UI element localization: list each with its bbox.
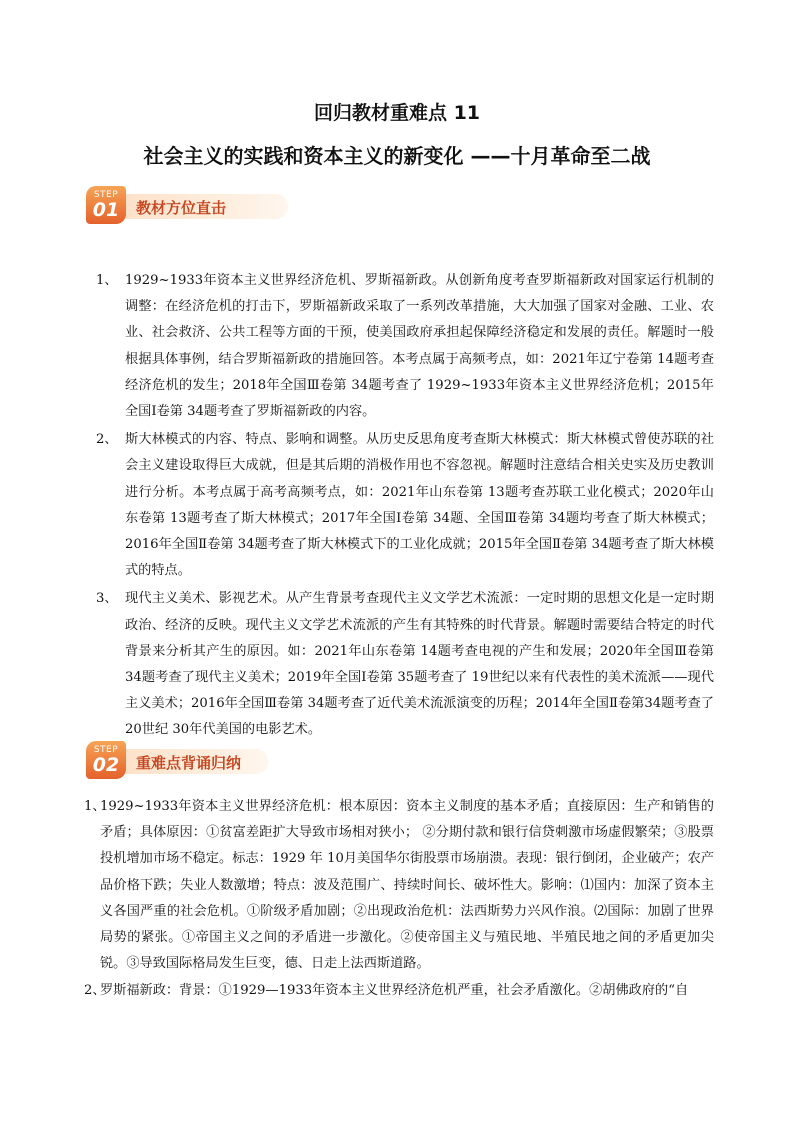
step-02-bar [118,749,268,774]
list-item [96,268,714,425]
list-item-number: 3、 [96,591,118,607]
step-01-number: 01 [92,199,120,221]
step-01-title: 教材方位直击 [136,199,227,217]
list-item-text: 现代主义美术、影视艺术。从产生背景考查现代主义文学艺术流派：一定时期的思想文化是一定时期政治、经济的反映。现代主义文学艺术流派的产生有其特殊的时代背景。解题时需要结合特定的时代背景来分析其产生的原因。如：2021年山东卷第 14题考查电视的产生和发展；2020年全国Ⅲ卷第 34题考查了现代主义美术；2019年全国Ⅰ卷第 35题考查了 19世纪以来有代表性的美术流派——现代主义美术；2016年全国Ⅲ卷第 34题考查了近代美术流派演变的历程；2014年全国Ⅱ卷第34题考查了 20世纪 30年代美国的电影艺术。 [125,591,714,738]
section-2-list [84,794,714,1006]
section-1-list [96,268,714,746]
page-subtitle: 社会主义的实践和资本主义的新变化 ——十月革命至二战 [143,144,651,168]
step-01-label: STEP [93,190,119,200]
step-02-label: STEP [93,745,119,755]
list-item [84,794,714,977]
list-item-number: 1、 [96,273,118,288]
step-01-bar [118,194,288,219]
step-02-title: 重难点背诵归纳 [136,754,242,772]
list-item-text: 1929~1933年资本主义世界经济危机：根本原因：资本主义制度的基本矛盾；直接原因：生产和销售的矛盾；具体原因：①贫富差距扩大导致市场相对狭小； ②分期付款和银行信贷刺激市场虚假繁荣；③股票投机增加市场不稳定。标志：1929 年 10月美国华尔街股票市场崩溃。表现：银行倒闭，企业破产；农产品价格下跌；失业人数激增；特点：波及范围广、持续时间长、破坏性大。影响：⑴国内：加深了资本主义各国严重的社会危机。①阶级矛盾加剧；②出现政治危机：法西斯势力兴风作浪。⑵国际：加剧了世界局势的紧张。①帝国主义之间的矛盾进一步激化。②使帝国主义与殖民地、半殖民地之间的矛盾更加尖锐。③导致国际格局发生巨变，德、日走上法西斯道路。 [100,799,714,972]
list-item-number: 2、 [96,432,118,448]
step-02-badge [86,741,126,779]
step-02-header [86,741,276,783]
page-title: 回归教材重难点 11 [313,102,481,124]
list-item-text: 罗斯福新政：背景：①1929—1933年资本主义世界经济危机严重，社会矛盾激化。②胡佛政府的“自 [100,983,689,999]
list-item-text: 1929~1933年资本主义世界经济危机、罗斯福新政。从创新角度考查罗斯福新政对国家运行机制的调整：在经济危机的打击下，罗斯福新政采取了一系列改革措施，大大加强了国家对金融、工业、农业、社会救济、公共工程等方面的干预，使美国政府承担起保障经济稳定和发展的责任。解题时一般根据具体事例，结合罗斯福新政的措施回答。本考点属于高频考点，如：2021年辽宁卷第 14题考查经济危机的发生；2018年全国Ⅲ卷第 34题考查了 1929~1933年资本主义世界经济危机；2015年全国Ⅰ卷第 34题考查了罗斯福新政的内容。 [125,273,714,420]
step-01-badge [86,186,126,224]
step-01-header [86,186,286,228]
step-02-number: 02 [92,754,120,776]
list-item-number: 1、 [84,799,106,814]
list-item [84,978,714,1004]
list-item-number: 2、 [84,983,106,999]
list-item [96,586,714,743]
list-item-text: 斯大林模式的内容、特点、影响和调整。从历史反思角度考查斯大林模式：斯大林模式曾使苏联的社会主义建设取得巨大成就，但是其后期的消极作用也不容忽视。解题时注意结合相关史实及历史教训进行分析。本考点属于高考高频考点，如：2021年山东卷第 13题考查苏联工业化模式；2020年山东卷第 13题考查了斯大林模式；2017年全国Ⅰ卷第 34题、全国Ⅲ卷第 34题均考查了斯大林模式；2016年全国Ⅱ卷第 34题考查了斯大林模式下的工业化成就；2015年全国Ⅱ卷第 34题考查了斯大林模式的特点。 [125,432,714,579]
list-item [96,427,714,584]
